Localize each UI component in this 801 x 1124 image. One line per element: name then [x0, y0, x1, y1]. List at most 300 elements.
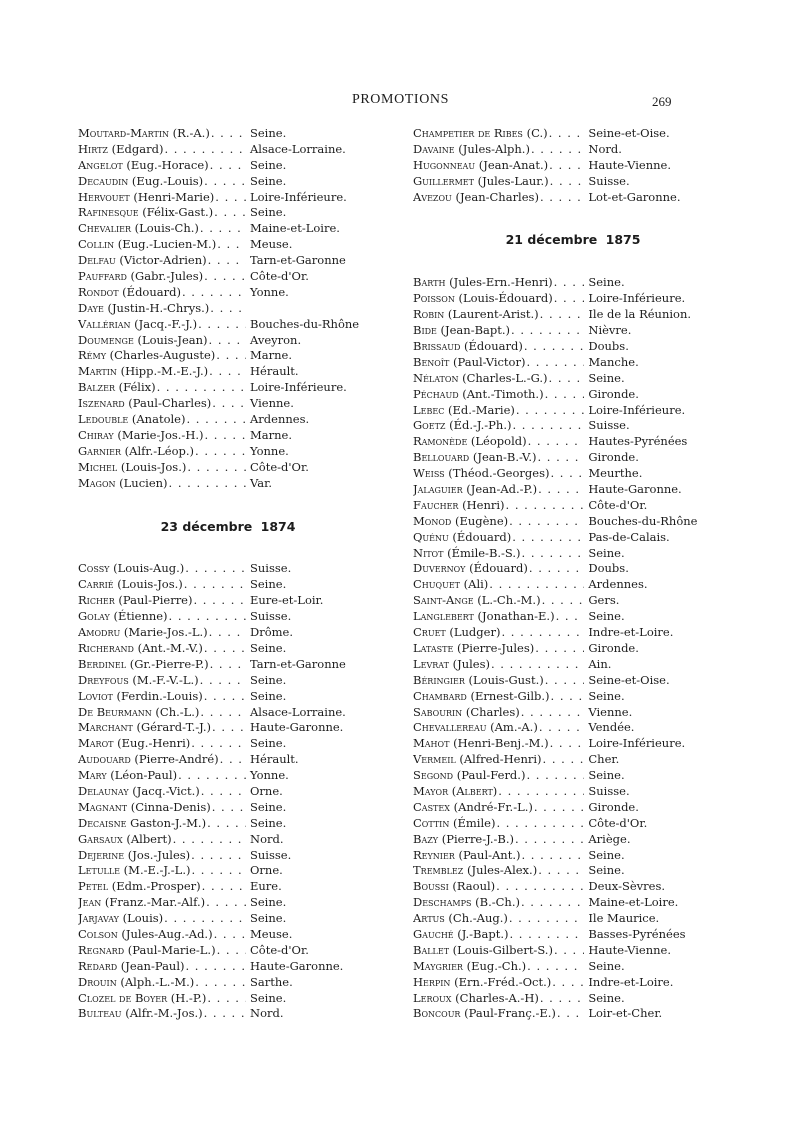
given-names: (Alph.-L.-M.): [116, 974, 195, 989]
person-name: [413, 991, 584, 1007]
list-item: [78, 269, 378, 285]
list-item: [413, 832, 733, 848]
given-names: (Henri-Marie): [129, 189, 215, 204]
given-names: (Ant.-M.-V.): [133, 640, 203, 655]
list-item: [78, 784, 378, 800]
place-of-origin: Côte-d'Or.: [250, 942, 309, 957]
surname: Regnard: [78, 942, 125, 957]
surname: Chevallereau: [413, 720, 487, 735]
place-of-origin: Haute-Garonne.: [250, 958, 344, 973]
list-item: [413, 991, 733, 1007]
place-of-origin: Hérault.: [250, 752, 299, 767]
surname: Deschamps: [413, 895, 472, 910]
place-of-origin: Seine.: [588, 863, 625, 878]
given-names: (Lucien): [115, 475, 168, 490]
list-item: [413, 546, 733, 562]
given-names: (Jean-Charles): [451, 189, 539, 204]
place-of-origin: Marne.: [250, 427, 292, 442]
person-name: [413, 848, 584, 864]
place-of-origin: Nord.: [250, 1006, 284, 1021]
list-item: [413, 752, 733, 768]
person-name: [78, 412, 246, 428]
surname: Audouard: [78, 752, 131, 767]
left-group-2: [78, 561, 378, 1022]
given-names: (Charles-L.-G.): [458, 370, 548, 385]
list-item: [78, 285, 378, 301]
place-of-origin: Suisse.: [250, 847, 292, 862]
surname: Iszenard: [78, 396, 125, 411]
person-name: [78, 752, 246, 768]
person-name: [78, 800, 246, 816]
list-item: [413, 387, 733, 403]
person-name: [413, 307, 584, 323]
list-item: [78, 460, 378, 476]
place-of-origin: Seine.: [588, 847, 625, 862]
right-column: [413, 126, 733, 1022]
person-name: [413, 752, 584, 768]
surname: Moutard-Martin: [78, 126, 170, 140]
place-of-origin: Ariège.: [588, 831, 631, 846]
list-item: [78, 142, 378, 158]
given-names: (Ali): [460, 577, 489, 592]
person-name: [413, 975, 584, 991]
person-name: [413, 895, 584, 911]
given-names: (Jacq.-F.-J.): [130, 316, 198, 331]
place-of-origin: Seine.: [588, 370, 625, 385]
given-names: (C.): [522, 126, 548, 140]
place-of-origin: Loire-Inférieure.: [588, 736, 686, 751]
surname: Bide: [413, 323, 437, 338]
place-of-origin: Sarthe.: [250, 974, 293, 989]
person-name: [78, 444, 246, 460]
place-of-origin: Seine.: [588, 990, 625, 1005]
given-names: (Paul-Ferd.): [453, 768, 526, 783]
place-of-origin: Seine.: [250, 205, 287, 220]
place-of-origin: Cher.: [588, 752, 620, 767]
place-of-origin: Pas-de-Calais.: [588, 529, 670, 544]
place-of-origin: Drôme.: [250, 625, 294, 640]
person-name: [78, 657, 246, 673]
person-name: [413, 641, 584, 657]
surname: Cruet: [413, 625, 446, 640]
person-name: [78, 784, 246, 800]
list-item: [78, 848, 378, 864]
list-item: [78, 911, 378, 927]
given-names: (Laurent-Arist.): [444, 307, 539, 322]
list-item: [78, 190, 378, 206]
surname: Michel: [78, 459, 118, 474]
place-of-origin: Orne.: [250, 783, 283, 798]
place-of-origin: Suisse.: [588, 173, 630, 188]
list-item: [413, 927, 733, 943]
given-names: (Louis-Édouard): [454, 291, 553, 306]
surname: Rafinesque: [78, 205, 139, 220]
surname: Levrat: [413, 656, 449, 671]
given-names: (Louis-Jean): [133, 332, 208, 347]
surname: Richer: [78, 593, 115, 608]
person-name: [413, 514, 584, 530]
place-of-origin: Seine.: [250, 815, 287, 830]
list-item: [78, 800, 378, 816]
place-of-origin: Bouches-du-Rhône: [250, 316, 360, 331]
right-group-1: [413, 126, 733, 205]
place-of-origin: Meuse.: [250, 926, 293, 941]
person-name: [78, 396, 246, 412]
surname: Segond: [413, 768, 454, 783]
given-names: (Émile): [449, 815, 496, 830]
person-name: [413, 784, 584, 800]
surname: Rémy: [78, 348, 106, 363]
person-name: [78, 428, 246, 444]
list-item: [413, 943, 733, 959]
given-names: (Jos.-Jules): [124, 847, 191, 862]
person-name: [78, 380, 246, 396]
page-number: 269: [652, 94, 672, 109]
surname: Benoît: [413, 354, 450, 369]
surname: Robin: [413, 307, 445, 322]
surname: Cottin: [413, 815, 450, 830]
person-name: [78, 561, 246, 577]
list-item: [413, 514, 733, 530]
surname: Petel: [78, 879, 109, 894]
place-of-origin: Gironde.: [588, 386, 639, 401]
place-of-origin: Loire-Inférieure.: [250, 189, 347, 204]
place-of-origin: Ardennes.: [250, 412, 310, 427]
list-item: [413, 657, 733, 673]
given-names: (Jean-Ad.-P.): [462, 482, 538, 497]
person-name: [413, 466, 584, 482]
surname: Dreyfous: [78, 672, 129, 687]
given-names: (Jules-Ern.-Henri): [445, 275, 553, 290]
place-of-origin: Seine.: [250, 672, 287, 687]
person-name: [78, 895, 246, 911]
given-names: (Marie-Jos.-L.): [120, 625, 208, 640]
list-item: [413, 959, 733, 975]
person-name: [413, 1006, 584, 1022]
list-item: [413, 975, 733, 991]
person-name: [413, 736, 584, 752]
place-of-origin: Yonne.: [250, 443, 289, 458]
given-names: (Paul-Charles): [124, 396, 212, 411]
given-names: (Gr.-Pierre-P.): [126, 656, 209, 671]
surname: Ballet: [413, 942, 450, 957]
person-name: [413, 625, 584, 641]
list-item: [413, 275, 733, 291]
surname: Champetier de Ribes: [413, 126, 523, 140]
place-of-origin: Seine.: [250, 157, 287, 172]
list-item: [78, 657, 378, 673]
surname: Weiss: [413, 466, 445, 481]
place-of-origin: Seine.: [250, 799, 287, 814]
list-item: [413, 126, 733, 142]
place-of-origin: Alsace-Lorraine.: [250, 704, 346, 719]
given-names: (Eugène): [451, 513, 509, 528]
list-item: [413, 142, 733, 158]
place-of-origin: Meurthe.: [588, 466, 643, 481]
given-names: (Eug.-Ch.): [462, 958, 527, 973]
list-item: [413, 911, 733, 927]
place-of-origin: Hautes-Pyrénées: [588, 434, 688, 449]
list-item: [78, 975, 378, 991]
surname: Pauffard: [78, 269, 127, 284]
person-name: [413, 593, 584, 609]
given-names: (Étienne): [109, 609, 168, 624]
person-name: [413, 832, 584, 848]
person-name: [413, 943, 584, 959]
surname: Jarjavay: [78, 911, 119, 926]
person-name: [78, 863, 246, 879]
heading-date: 21 décembre: [505, 232, 598, 248]
surname: Brissaud: [413, 339, 461, 354]
given-names: (Alfred-Henri): [455, 752, 542, 767]
place-of-origin: Seine.: [588, 609, 625, 624]
surname: Castex: [413, 799, 450, 814]
given-names: (Paul-Franç.-E.): [460, 1006, 556, 1021]
list-item: [413, 705, 733, 721]
person-name: [78, 205, 246, 221]
person-name: [78, 848, 246, 864]
surname: Magon: [78, 475, 116, 490]
person-name: [78, 364, 246, 380]
place-of-origin: Loir-et-Cher.: [588, 1006, 663, 1021]
given-names: (Eug.-Henri): [113, 736, 191, 751]
surname: Letulle: [78, 863, 121, 878]
place-of-origin: Suisse.: [250, 609, 292, 624]
place-of-origin: Suisse.: [588, 418, 630, 433]
place-of-origin: Seine.: [588, 688, 625, 703]
person-name: [413, 800, 584, 816]
surname: Jalaguier: [413, 482, 463, 497]
surname: Langlebert: [413, 609, 474, 624]
person-name: [78, 609, 246, 625]
surname: Golay: [78, 609, 110, 624]
surname: Amodru: [78, 625, 121, 640]
given-names: (Jean-B.-V.): [469, 450, 537, 465]
given-names: (Albert): [122, 831, 172, 846]
given-names: (J.-Bapt.): [453, 926, 509, 941]
given-names: (Éd.-J.-Ph.): [445, 418, 512, 433]
given-names: (Jules-Alph.): [454, 141, 530, 156]
list-item: [78, 158, 378, 174]
given-names: (Gabr.-Jules): [126, 269, 204, 284]
list-item: [78, 301, 378, 317]
person-name: [413, 190, 584, 206]
surname: Chambard: [413, 688, 467, 703]
given-names: (L.-Ch.-M.): [473, 593, 541, 608]
surname: Péchaud: [413, 386, 459, 401]
surname: Bellouard: [413, 450, 470, 465]
surname: Barth: [413, 275, 446, 290]
surname: Saint-Ange: [413, 593, 474, 608]
list-item: [78, 174, 378, 190]
place-of-origin: Côte-d'Or.: [588, 815, 648, 830]
surname: Tremblez: [413, 863, 464, 878]
list-item: [78, 412, 378, 428]
given-names: (Ed.-Marie): [444, 402, 515, 417]
person-name: [78, 911, 246, 927]
place-of-origin: Eure-et-Loir.: [250, 593, 324, 608]
person-name: [413, 323, 584, 339]
list-item: [413, 530, 733, 546]
place-of-origin: Haute-Garonne.: [588, 482, 682, 497]
list-item: [413, 174, 733, 190]
list-item: [78, 641, 378, 657]
given-names: (Jean-Anat.): [475, 157, 549, 172]
person-name: [78, 301, 246, 317]
surname: Gauché: [413, 926, 454, 941]
place-of-origin: Basses-Pyrénées: [588, 926, 686, 941]
person-name: [413, 530, 584, 546]
surname: Vermeil: [413, 752, 456, 767]
list-item: [78, 959, 378, 975]
person-name: [413, 434, 584, 450]
surname: Sabourin: [413, 704, 463, 719]
person-name: [78, 959, 246, 975]
list-item: [413, 450, 733, 466]
list-item: [413, 689, 733, 705]
place-of-origin: Vendée.: [588, 720, 635, 735]
place-of-origin: Haute-Vienne.: [588, 157, 672, 172]
place-of-origin: Suisse.: [588, 783, 630, 798]
surname: Ramonède: [413, 434, 468, 449]
surname: Jean: [78, 895, 102, 910]
surname: Faucher: [413, 497, 459, 512]
place-of-origin: Seine.: [250, 736, 287, 751]
surname: Magnant: [78, 799, 128, 814]
person-name: [413, 816, 584, 832]
place-of-origin: Loire-Inférieure.: [588, 402, 686, 417]
list-item: [78, 253, 378, 269]
given-names: (Cinna-Denis): [127, 799, 211, 814]
place-of-origin: Ile Maurice.: [588, 911, 660, 926]
place-of-origin: Suisse.: [250, 561, 292, 576]
person-name: [78, 577, 246, 593]
given-names: (Louis-Jos.): [113, 577, 183, 592]
surname: Drouin: [78, 974, 117, 989]
surname: Mayor (Albert): [413, 783, 498, 798]
list-item: [413, 307, 733, 323]
list-item: [78, 943, 378, 959]
surname: Lebec: [413, 402, 445, 417]
surname: Hervouet: [78, 189, 130, 204]
surname: Balzer: [78, 380, 115, 395]
list-item: [78, 444, 378, 460]
person-name: [78, 333, 246, 349]
person-name: [78, 927, 246, 943]
given-names: (Pierre-Jules): [453, 640, 535, 655]
given-names: (Jules): [448, 656, 490, 671]
person-name: [413, 291, 584, 307]
given-names: (Alfr.-M.-Jos.): [121, 1006, 203, 1021]
list-item: [78, 476, 378, 492]
surname: Monod: [413, 513, 452, 528]
person-name: [413, 768, 584, 784]
place-of-origin: Tarn-et-Garonne: [250, 253, 346, 268]
person-name: [78, 174, 246, 190]
list-item: [78, 577, 378, 593]
given-names: (Louis-Gust.): [464, 672, 544, 687]
person-name: [413, 355, 584, 371]
given-names: (Pierre-André): [130, 752, 219, 767]
surname: Boncour: [413, 1006, 461, 1021]
given-names: (Ern.-Fréd.-Oct.): [450, 974, 552, 989]
person-name: [78, 126, 246, 142]
place-of-origin: Ile de la Réunion.: [588, 307, 692, 322]
given-names: (Gérard-T.-J.): [132, 720, 212, 735]
surname: Chuquet: [413, 577, 460, 592]
given-names: (Félix): [114, 380, 156, 395]
person-name: [78, 142, 246, 158]
list-item: [413, 609, 733, 625]
heading-date: 23 décembre: [160, 519, 253, 535]
place-of-origin: Doubs.: [588, 339, 629, 354]
surname: Hirtz: [78, 141, 108, 156]
person-name: [78, 736, 246, 752]
surname: Duvernoy: [413, 561, 466, 576]
surname: Richerand: [78, 640, 134, 655]
place-of-origin: Vienne.: [250, 396, 294, 411]
given-names: (Am.-A.): [486, 720, 538, 735]
person-name: [78, 253, 246, 269]
given-names: (Jean-Bapt.): [436, 323, 511, 338]
section-heading-1874: [78, 519, 378, 535]
surname: Nélaton: [413, 370, 459, 385]
place-of-origin: Lot-et-Garonne.: [588, 189, 681, 204]
place-of-origin: Seine.: [588, 768, 625, 783]
surname: Marot: [78, 736, 114, 751]
list-item: [78, 348, 378, 364]
given-names: (Charles-A.-H): [451, 990, 539, 1005]
person-name: [78, 705, 246, 721]
place-of-origin: Haute-Vienne.: [588, 942, 672, 957]
place-of-origin: Doubs.: [588, 561, 629, 576]
surname: Chiray: [78, 427, 114, 442]
given-names: (Ludger): [445, 625, 501, 640]
given-names: (André-Fr.-L.): [449, 799, 533, 814]
given-names: (Edm.-Prosper): [108, 879, 201, 894]
place-of-origin: Loire-Inférieure.: [588, 291, 686, 306]
given-names: (Eug.-Louis): [128, 173, 204, 188]
surname: Boussi: [413, 879, 449, 894]
place-of-origin: Manche.: [588, 354, 639, 369]
person-name: [413, 673, 584, 689]
list-item: [413, 720, 733, 736]
surname: Martin: [78, 364, 117, 379]
given-names: (Charles): [462, 704, 520, 719]
given-names: (M.-F.-V.-L.): [128, 672, 199, 687]
list-item: [78, 221, 378, 237]
person-name: [413, 959, 584, 975]
section-heading-1875: [413, 232, 733, 248]
given-names: (Victor-Adrien): [115, 253, 207, 268]
surname: Cossy: [78, 561, 110, 576]
surname: Decaisne: [78, 815, 127, 830]
list-item: [78, 625, 378, 641]
given-names: (Paul-Marie-L.): [124, 942, 216, 957]
list-item: [413, 895, 733, 911]
surname: Berdinel: [78, 656, 127, 671]
person-name: [78, 625, 246, 641]
surname: Davaine: [413, 141, 455, 156]
list-item: [413, 784, 733, 800]
list-item: [413, 736, 733, 752]
person-name: [413, 339, 584, 355]
place-of-origin: Seine-et-Oise.: [588, 672, 670, 687]
person-name: [413, 371, 584, 387]
surname: Avezou: [413, 189, 452, 204]
given-names: (Louis-Gilbert-S.): [449, 942, 553, 957]
person-name: [78, 158, 246, 174]
